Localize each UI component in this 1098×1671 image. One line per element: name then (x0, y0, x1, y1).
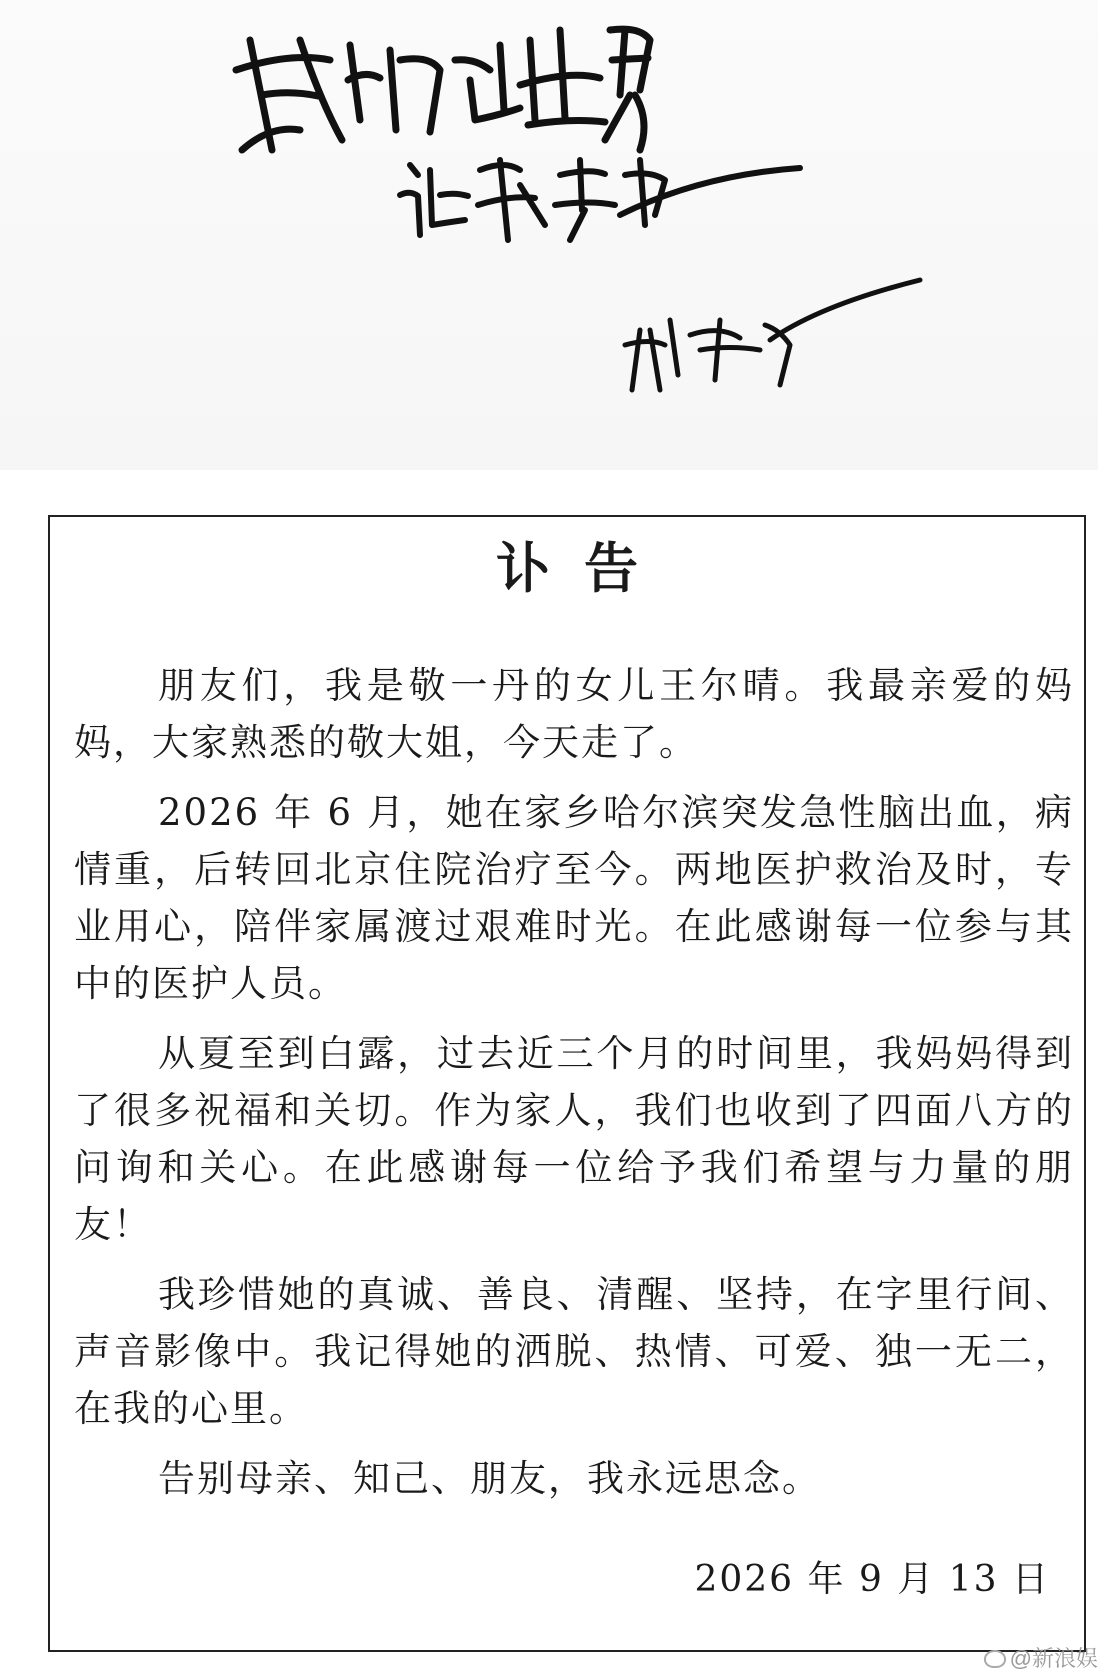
calligraphy-line-1 (236, 29, 650, 150)
weibo-watermark (984, 1646, 1098, 1671)
obituary-notice (48, 515, 1086, 1652)
notice-paragraph-3: 从夏至到白露，过去近三个月的时间里，我妈妈得到了很多祝福和关切。作为家人，我们也收到了四面八方的问询和关心。在此感谢每一位给予我们希望与力量的朋友！ (74, 1032, 1074, 1246)
notice-paragraph-5: 告别母亲、知己、朋友，我永远思念。 (158, 1457, 821, 1500)
calligraphy-line-2 (400, 160, 800, 240)
calligraphy-strokes (0, 0, 1098, 470)
notice-paragraph-2: 2026 年 6 月，她在家乡哈尔滨突发急性脑出血，病情重，后转回北京住院治疗至今。两地医护救治及时，专业用心，陪伴家属渡过艰难时光。在此感谢每一位参与其中的医护人员。 (74, 791, 1074, 1005)
handwritten-calligraphy (0, 0, 1098, 470)
notice-paragraph-4: 我珍惜她的真诚、善良、清醒、坚持，在字里行间、声音影像中。我记得她的洒脱、热情、可爱、独一无二，在我的心里。 (74, 1273, 1074, 1430)
watermark-text: @新浪娱 (1009, 1646, 1098, 1671)
calligraphy-signature (625, 280, 920, 390)
weibo-icon (984, 1650, 1006, 1668)
notice-body (74, 657, 1074, 1520)
notice-paragraph-1: 朋友们，我是敬一丹的女儿王尔晴。我最亲爱的妈妈，大家熟悉的敬大姐，今天走了。 (74, 664, 1074, 764)
notice-title: 讣告 (496, 536, 672, 600)
notice-date: 2026 年 9 月 13 日 (694, 1559, 1050, 1600)
